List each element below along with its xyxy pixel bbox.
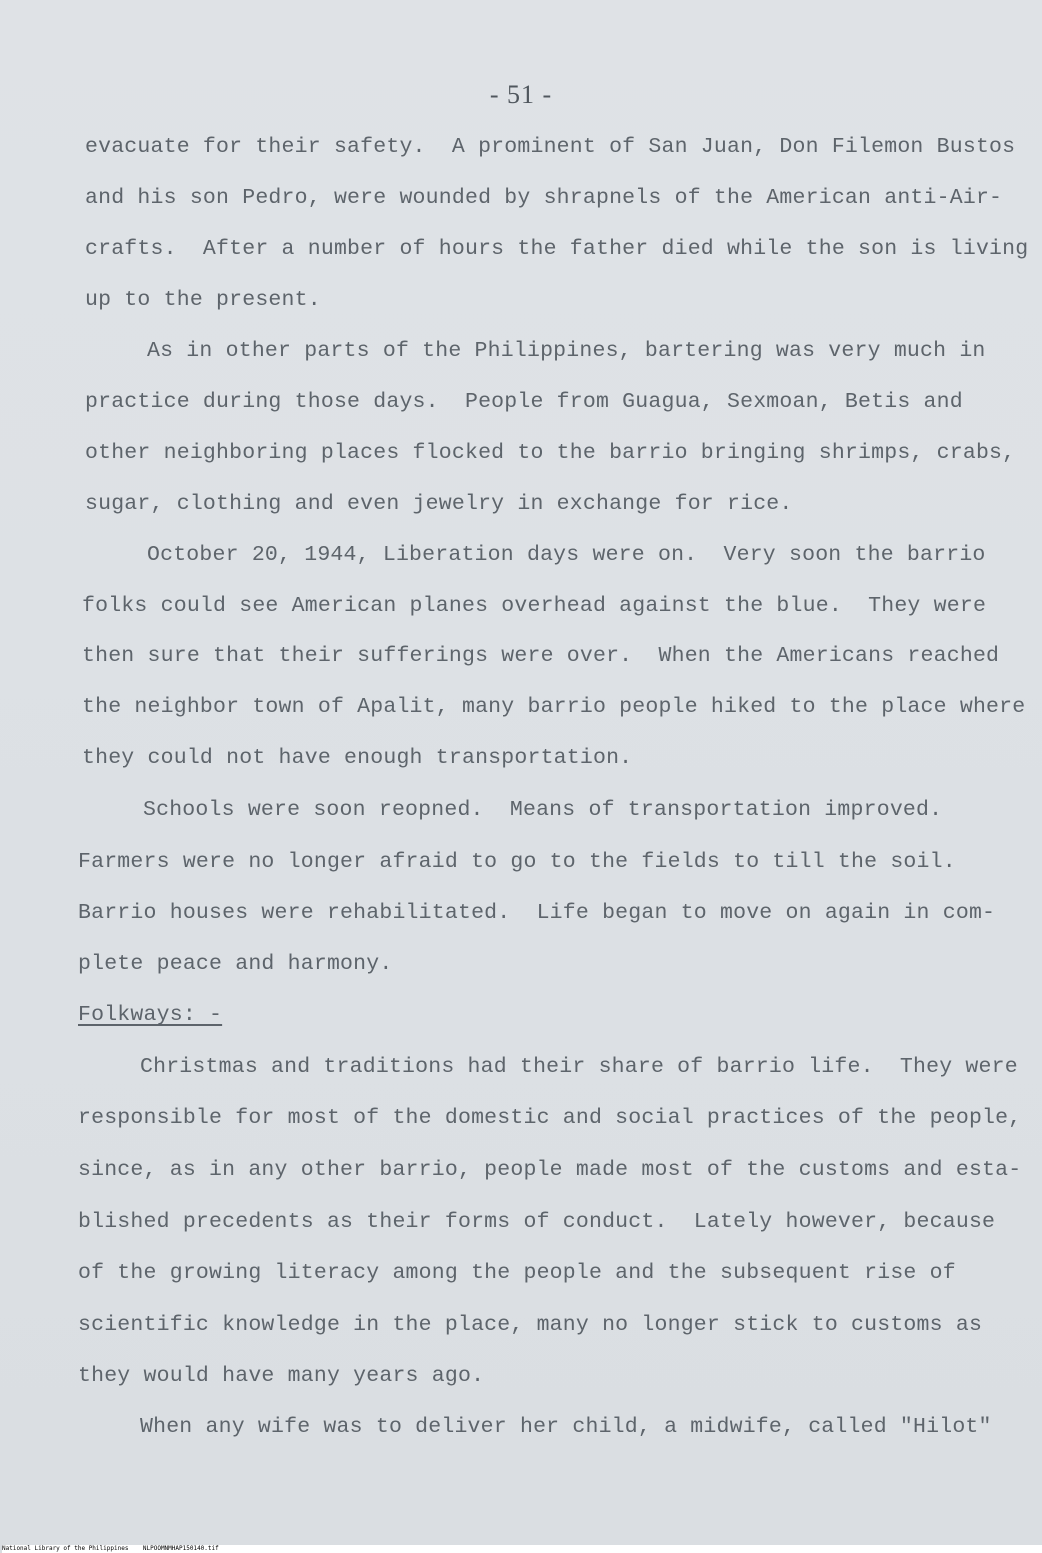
text-line: Christmas and traditions had their share of barrio life. They were bbox=[140, 1055, 1018, 1079]
text-line: then sure that their sufferings were over. When the Americans reached bbox=[82, 644, 1000, 668]
text-line: practice during those days. People from Guagua, Sexmoan, Betis and bbox=[85, 390, 963, 414]
text-line: When any wife was to deliver her child, a midwife, called "Hilot" bbox=[140, 1415, 992, 1439]
text-line: they would have many years ago. bbox=[78, 1364, 485, 1388]
text-line: up to the present. bbox=[85, 288, 321, 312]
text-line: and his son Pedro, were wounded by shrapnels of the American anti-Air- bbox=[85, 186, 1003, 210]
text-line: evacuate for their safety. A prominent of San Juan, Don Filemon Bustos bbox=[85, 135, 1016, 159]
text-line: Farmers were no longer afraid to go to the fields to till the soil. bbox=[78, 850, 956, 874]
text-line: the neighbor town of Apalit, many barrio people hiked to the place where bbox=[82, 695, 1026, 719]
section-heading: Folkways: - bbox=[78, 1003, 223, 1027]
text-line: since, as in any other barrio, people made most of the customs and esta- bbox=[78, 1158, 1022, 1182]
text-line: they could not have enough transportation. bbox=[82, 746, 633, 770]
text-line: of the growing literacy among the people and the subsequent rise of bbox=[78, 1261, 956, 1285]
text-line: scientific knowledge in the place, many no longer stick to customs as bbox=[78, 1313, 983, 1337]
text-line: crafts. After a number of hours the father died while the son is living bbox=[85, 237, 1029, 261]
text-line: blished precedents as their forms of conduct. Lately however, because bbox=[78, 1210, 996, 1234]
text-line: plete peace and harmony. bbox=[78, 952, 393, 976]
text-line: October 20, 1944, Liberation days were on. Very soon the barrio bbox=[147, 543, 986, 567]
text-line: folks could see American planes overhead against the blue. They were bbox=[82, 594, 987, 618]
scan-footer-caption: National Library of the Philippines NLPOOMNMHAP150140.tif bbox=[2, 1545, 1042, 1553]
page-number: - 51 - bbox=[489, 80, 553, 109]
text-line: As in other parts of the Philippines, bartering was very much in bbox=[147, 339, 986, 363]
text-line: responsible for most of the domestic and social practices of the people, bbox=[78, 1106, 1022, 1130]
text-line: Barrio houses were rehabilitated. Life began to move on again in com- bbox=[78, 901, 996, 925]
text-line: sugar, clothing and even jewelry in exchange for rice. bbox=[85, 492, 793, 516]
text-line: Schools were soon reopned. Means of transportation improved. bbox=[143, 798, 943, 822]
text-line: other neighboring places flocked to the barrio bringing shrimps, crabs, bbox=[85, 441, 1016, 465]
